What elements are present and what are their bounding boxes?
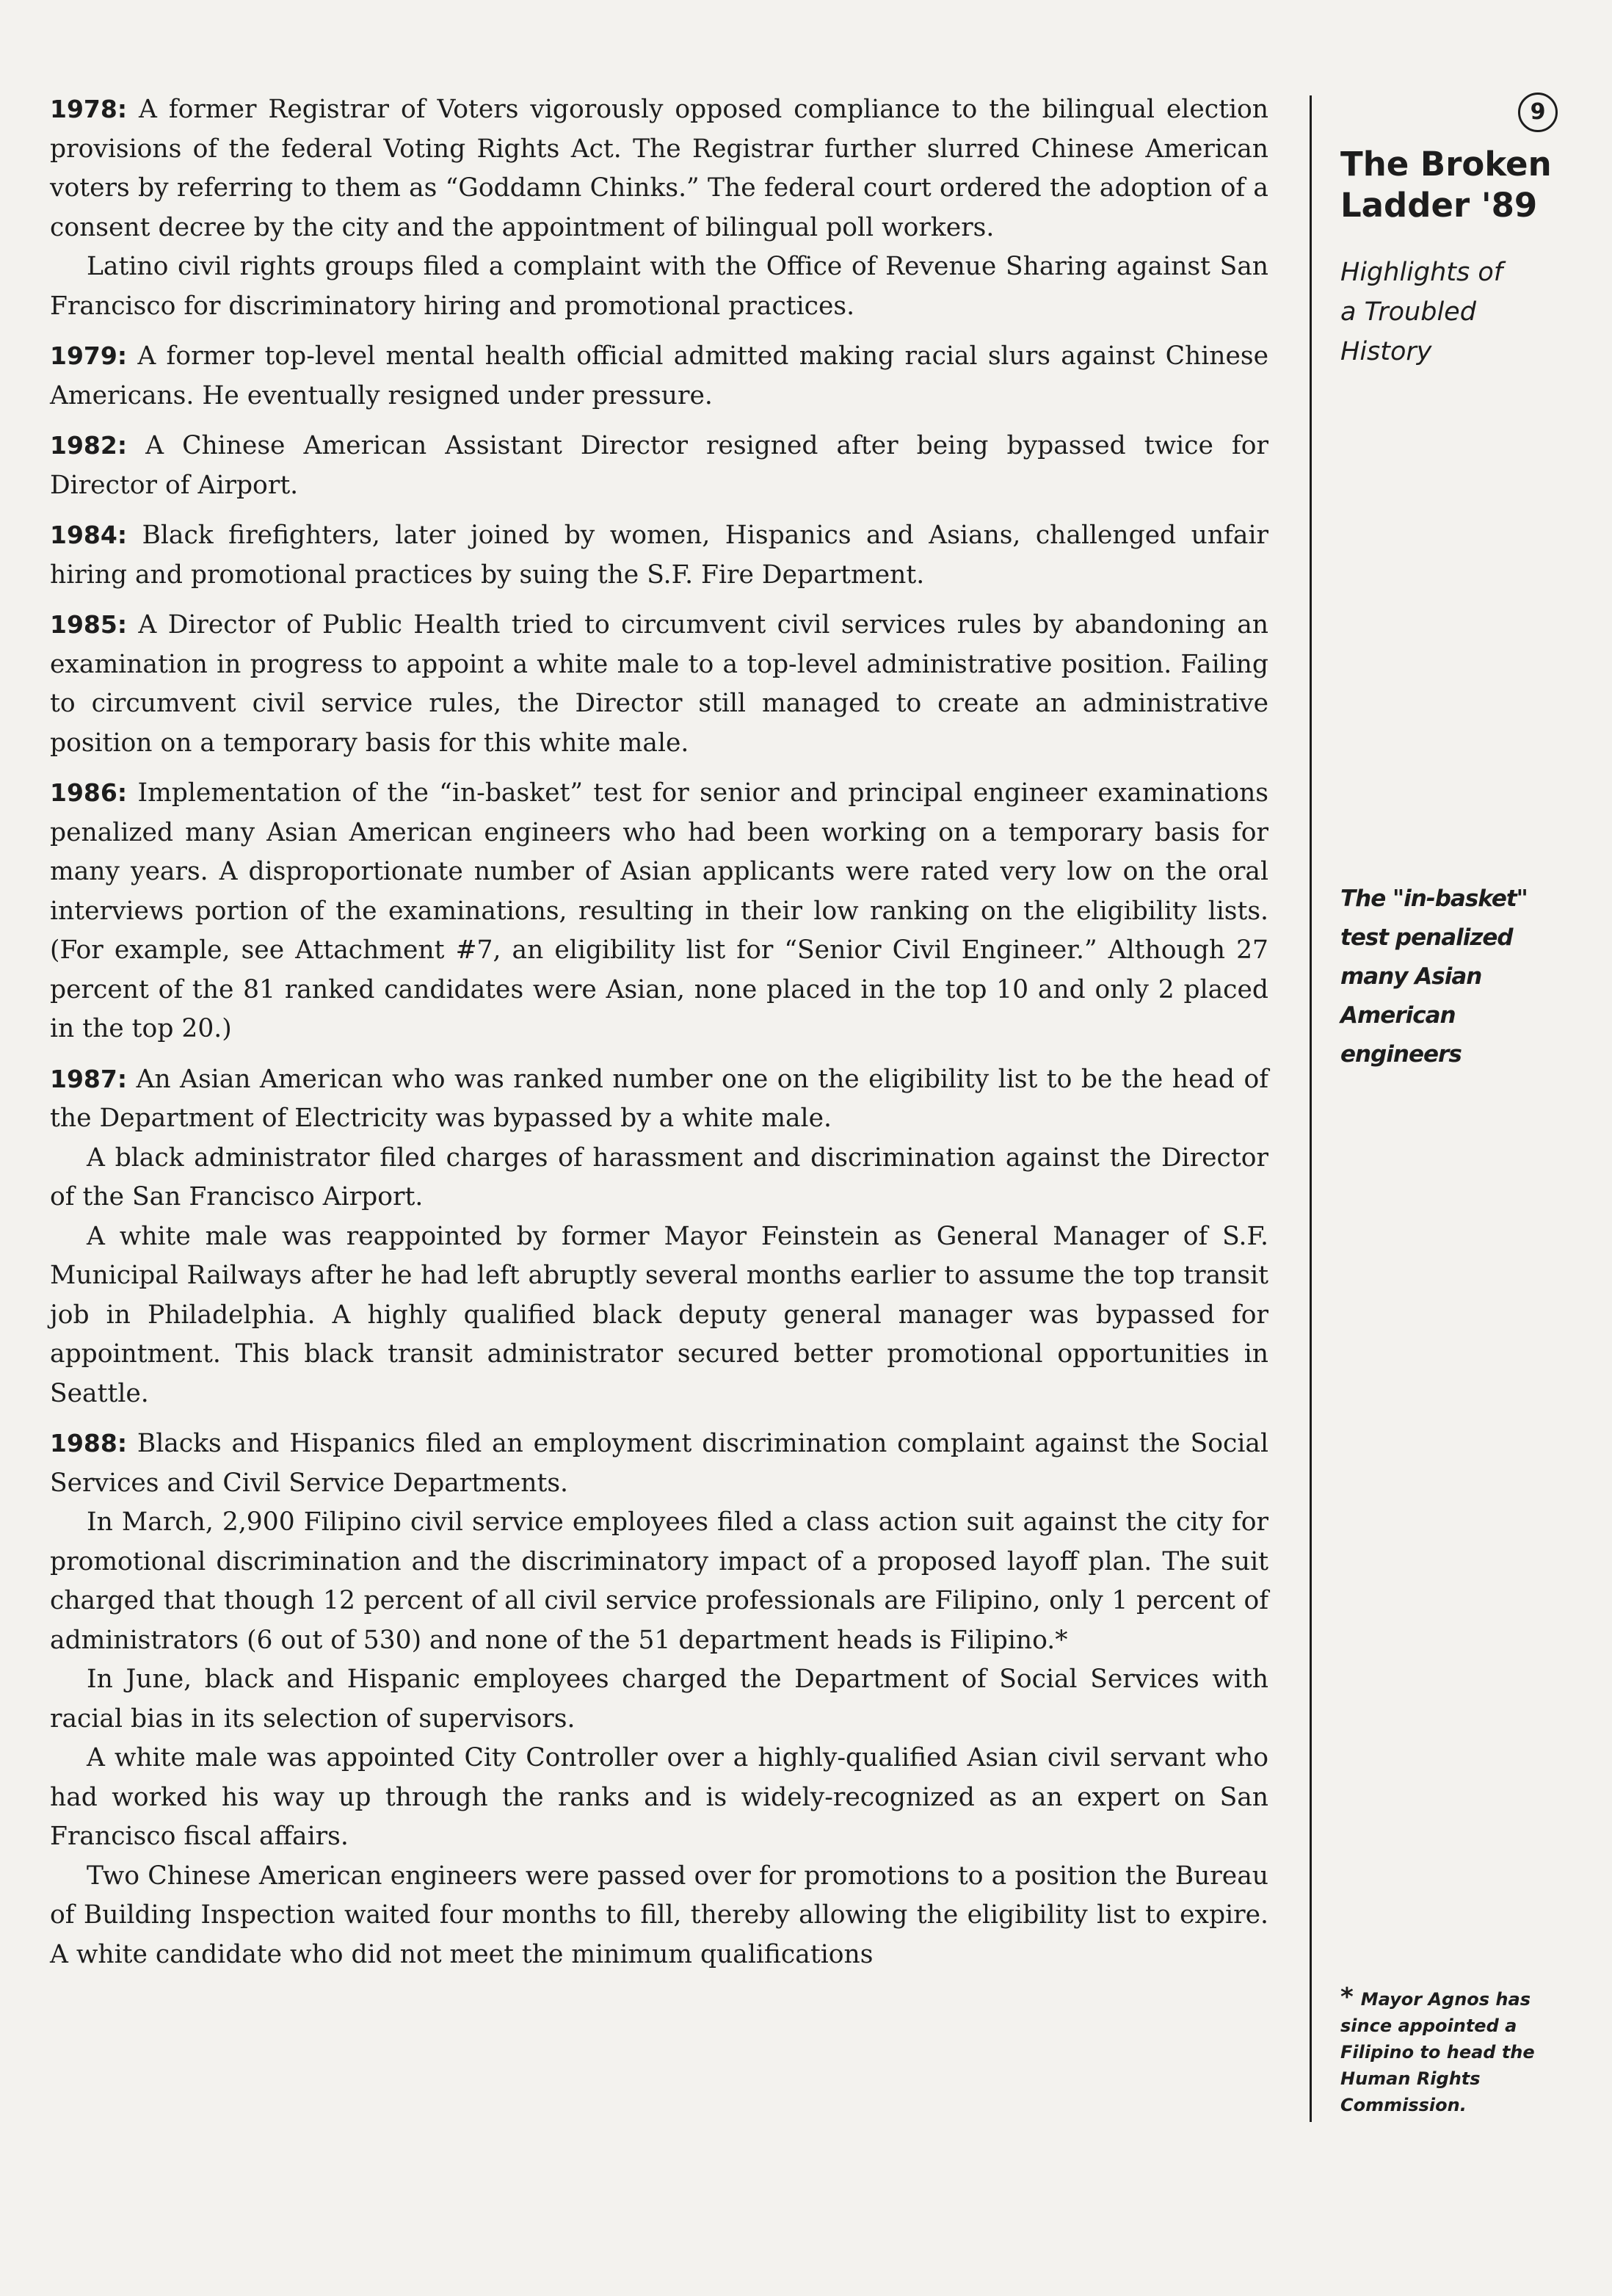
entry-text: A Director of Public Health tried to circumvent civil services rules by abandoning an examination in progress to appoint a white male to a top-level administrative position. Failing to circumvent civil service rules, the Director still managed to create an administrative position on a temporary basis for this white male. — [50, 610, 1268, 758]
footnote-line: Commission. — [1340, 2095, 1467, 2115]
sidebar-title-line: The Broken — [1340, 145, 1552, 184]
entry-paragraph: A black administrator filed charges of harassment and discrimination against the Director of the San Francisco Airport. — [50, 1142, 1268, 1212]
footnote-star: * — [1340, 1982, 1354, 2012]
pull-quote — [1340, 880, 1561, 1074]
entry-1979 — [50, 336, 1268, 416]
column-divider — [1310, 95, 1312, 2122]
entry-year: 1979: — [50, 341, 128, 370]
entry-year: 1982: — [50, 431, 128, 460]
entry-paragraph: Latino civil rights groups filed a complaint with the Office of Revenue Sharing against San Francisco for discriminatory hiring and promotional practices. — [50, 252, 1268, 321]
entry-year: 1978: — [50, 95, 128, 123]
entry-paragraph: In March, 2,900 Filipino civil service employees filed a class action suit against the city for promotional discrimination and the discriminatory impact of a proposed layoff plan. The suit charged that though 12 percent of all civil service professionals are Filipino, only 1 percent of administrators (6 out of 530) and none of the 51 department heads is Filipino.* — [50, 1507, 1268, 1655]
entry-text: Blacks and Hispanics filed an employment discrimination complaint against the Social Services and Civil Service Departments. — [50, 1429, 1268, 1498]
entry-1986 — [50, 773, 1268, 1049]
entry-text: A former Registrar of Voters vigorously opposed compliance to the bilingual election provisions of the federal Voting Rights Act. The Registrar further slurred Chinese American voters by referring to them as “Goddamn Chinks.” The federal court ordered the adoption of a consent decree by the city and the appointment of bilingual poll workers. — [50, 95, 1268, 242]
entry-text: Implementation of the “in-basket” test for senior and principal engineer examinations penalized many Asian American engineers who had been working on a temporary basis for many years. A disproportionate number of Asian applicants were rated very low on the oral interviews portion of the examinations, resulting in their low ranking on the eligibility lists. (For example, see Attachment #7, an eligibility list for “Senior Civil Engineer.” Although 27 percent of the 81 ranked candidates were Asian, none placed in the top 10 and only 2 placed in the top 20.) — [50, 778, 1268, 1043]
pull-quote-line: many Asian — [1340, 963, 1482, 990]
sidebar-subtitle-line: Highlights of — [1340, 258, 1503, 287]
footnote-line: Filipino to head the — [1340, 2042, 1535, 2063]
sidebar-title-line: Ladder '89 — [1340, 186, 1538, 225]
entry-text: Black firefighters, later joined by women, Hispanics and Asians, challenged unfair hiring and promotional practices by suing the S.F. Fire Department. — [50, 521, 1268, 590]
main-text-column — [50, 90, 1268, 1985]
entry-1982 — [50, 426, 1268, 505]
sidebar-subtitle — [1340, 253, 1561, 372]
pull-quote-line: The "in-basket" — [1340, 886, 1528, 912]
entry-text: An Asian American who was ranked number one on the eligibility list to be the head of the Department of Electricity was bypassed by a white male. — [50, 1064, 1268, 1133]
entry-1987 — [50, 1060, 1268, 1414]
page-number: 9 — [1518, 93, 1558, 132]
sidebar-title — [1340, 144, 1561, 226]
entry-1988 — [50, 1424, 1268, 1974]
entry-year: 1986: — [50, 778, 128, 807]
entry-paragraph: A white male was appointed City Controller over a highly-qualified Asian civil servant who had worked his way up through the ranks and is widely-recognized as an expert on San Francisco fiscal affairs. — [50, 1743, 1268, 1851]
entry-paragraph: In June, black and Hispanic employees charged the Department of Social Services with racial bias in its selection of supervisors. — [50, 1665, 1268, 1734]
pull-quote-line: American — [1340, 1002, 1456, 1029]
entry-1984 — [50, 515, 1268, 595]
footnote-line: Human Rights — [1340, 2068, 1481, 2089]
footnote-line: Mayor Agnos has — [1360, 1989, 1531, 2010]
entry-text: A former top-level mental health official admitted making racial slurs against Chinese Americans. He eventually resigned under pressure. — [50, 341, 1268, 410]
sidebar-subtitle-line: History — [1340, 337, 1432, 366]
entry-year: 1984: — [50, 521, 128, 549]
entry-paragraph: A white male was reappointed by former Mayor Feinstein as General Manager of S.F. Municipal Railways after he had left abruptly several months earlier to assume the top transit job in Philadelphia. A highly qualified black deputy general manager was bypassed for appointment. This black transit administrator secured better promotional opportunities in Seattle. — [50, 1221, 1268, 1408]
entry-year: 1988: — [50, 1429, 128, 1457]
sidebar-subtitle-line: a Troubled — [1340, 297, 1476, 327]
entry-text: A Chinese American Assistant Director resigned after being bypassed twice for Director of Airport. — [50, 431, 1268, 500]
entry-1985 — [50, 605, 1268, 763]
pull-quote-line: test penalized — [1340, 924, 1513, 951]
footnote-line: since appointed a — [1340, 2016, 1517, 2036]
entry-year: 1987: — [50, 1064, 128, 1093]
entry-1978 — [50, 90, 1268, 326]
entry-paragraph: Two Chinese American engineers were passed over for promotions to a position the Bureau of Building Inspection waited four months to fill, thereby allowing the eligibility list to expire. A white candidate who did not meet the minimum qualifications — [50, 1861, 1268, 1969]
footnote — [1340, 1984, 1553, 2118]
entry-year: 1985: — [50, 610, 128, 639]
pull-quote-line: engineers — [1340, 1041, 1462, 1068]
